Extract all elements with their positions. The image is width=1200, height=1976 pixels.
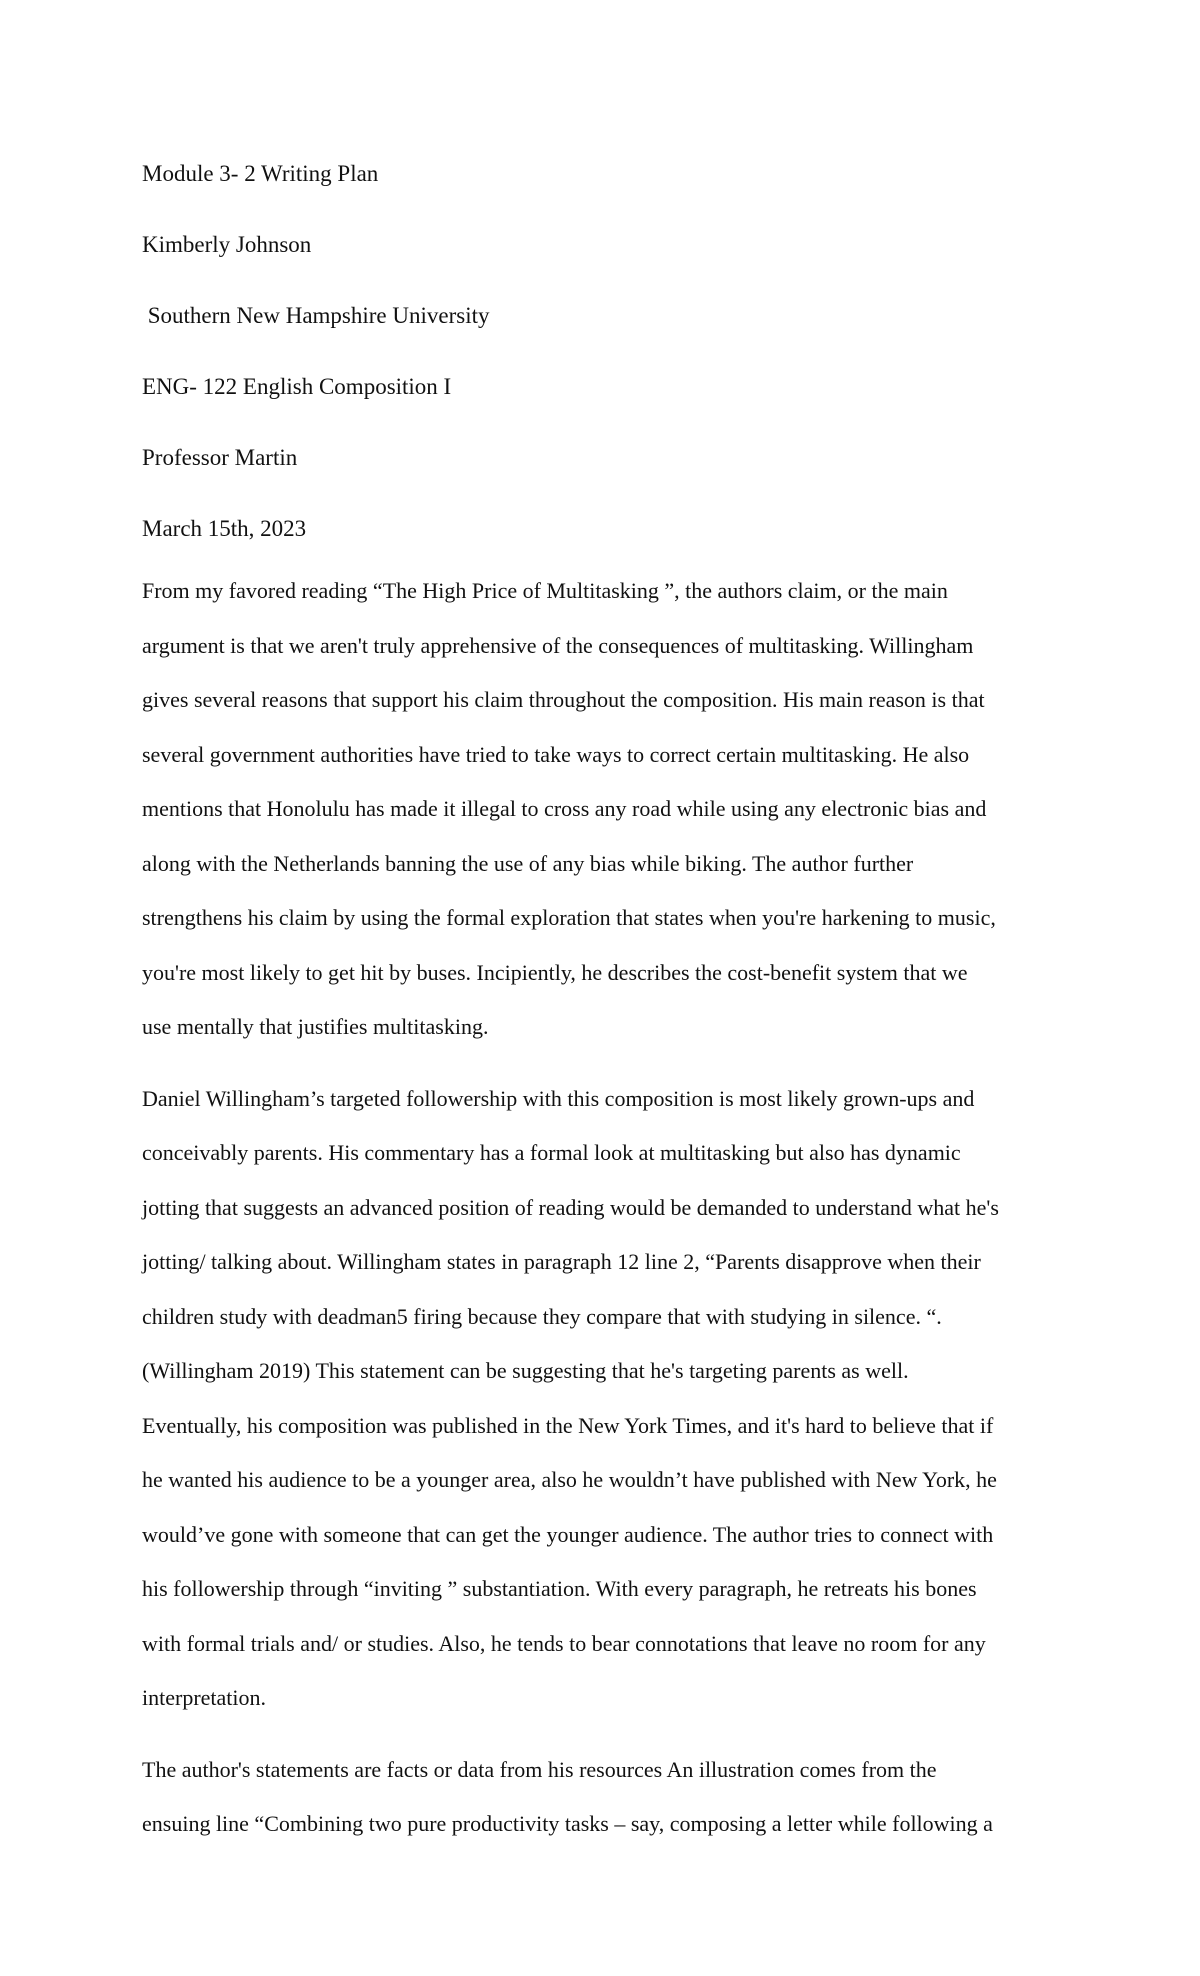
paragraph-line: interpretation. (142, 1685, 267, 1710)
institution-name: Southern New Hampshire University (142, 303, 490, 328)
paragraph-line: (Willingham 2019) This statement can be suggesting that he's targeting parents as well. (142, 1358, 909, 1383)
paragraph-line: Daniel Willingham’s targeted followership with this composition is most likely grown-ups and (142, 1085, 975, 1111)
body-paragraph-2 (142, 1072, 1072, 1726)
paragraph-line: strengthens his claim by using the formal exploration that states when you're harkening to music, (142, 905, 996, 930)
paragraph-line: with formal trials and/ or studies. Also, he tends to bear connotations that leave no room for any (142, 1630, 986, 1656)
body-paragraph-1 (142, 564, 1072, 1055)
paragraph-line: he wanted his audience to be a younger area, also he wouldn’t have published with New York, he (142, 1467, 997, 1492)
paragraph-line: jotting that suggests an advanced position of reading would be demanded to understand what he's (142, 1194, 999, 1220)
paragraph-line: conceivably parents. His commentary has a formal look at multitasking but also has dynamic (142, 1140, 961, 1165)
paragraph-line: along with the Netherlands banning the use of any bias while biking. The author further (142, 850, 914, 876)
paragraph-spacer (142, 1055, 1072, 1072)
paragraph-line: several government authorities have tried to take ways to correct certain multitasking. He also (142, 741, 970, 767)
paragraph-line: argument is that we aren't truly apprehensive of the consequences of multitasking. Willingham (142, 632, 974, 658)
paragraph-line: you're most likely to get hit by buses. Incipiently, he describes the cost-benefit system that we (142, 959, 968, 985)
paragraph-line: mentions that Honolulu has made it illegal to cross any road while using any electronic bias and (142, 796, 987, 821)
paragraph-line: his followership through “inviting ” substantiation. With every paragraph, he retreats his bones (142, 1576, 977, 1601)
paragraph-line: children study with deadman5 firing because they compare that with studying in silence. “. (142, 1303, 942, 1329)
paragraph-line: would’ve gone with someone that can get the younger audience. The author tries to connect with (142, 1521, 994, 1547)
document-title: Module 3- 2 Writing Plan (142, 161, 379, 186)
paragraph-line: The author's statements are facts or data from his resources An illustration comes from the (142, 1756, 937, 1782)
paragraph-line: From my favored reading “The High Price of Multitasking ”, the authors claim, or the main (142, 578, 948, 603)
body-paragraph-3 (142, 1743, 1072, 1852)
paragraph-line: ensuing line “Combining two pure productivity tasks – say, composing a letter while following a (142, 1811, 993, 1836)
paragraph-line: gives several reasons that support his claim throughout the composition. His main reason is that (142, 687, 985, 712)
instructor-name: Professor Martin (142, 445, 298, 470)
paragraph-line: jotting/ talking about. Willingham states in paragraph 12 line 2, “Parents disapprove when their (142, 1249, 981, 1274)
document-date: March 15th, 2023 (142, 516, 307, 541)
paragraph-line: Eventually, his composition was published in the New York Times, and it's hard to believe that if (142, 1412, 994, 1438)
paragraph-spacer (142, 1726, 1072, 1743)
course-name: ENG- 122 English Composition I (142, 374, 452, 399)
document-content (142, 138, 1072, 1852)
paragraph-line: use mentally that justifies multitasking. (142, 1014, 489, 1039)
author-name: Kimberly Johnson (142, 232, 312, 257)
